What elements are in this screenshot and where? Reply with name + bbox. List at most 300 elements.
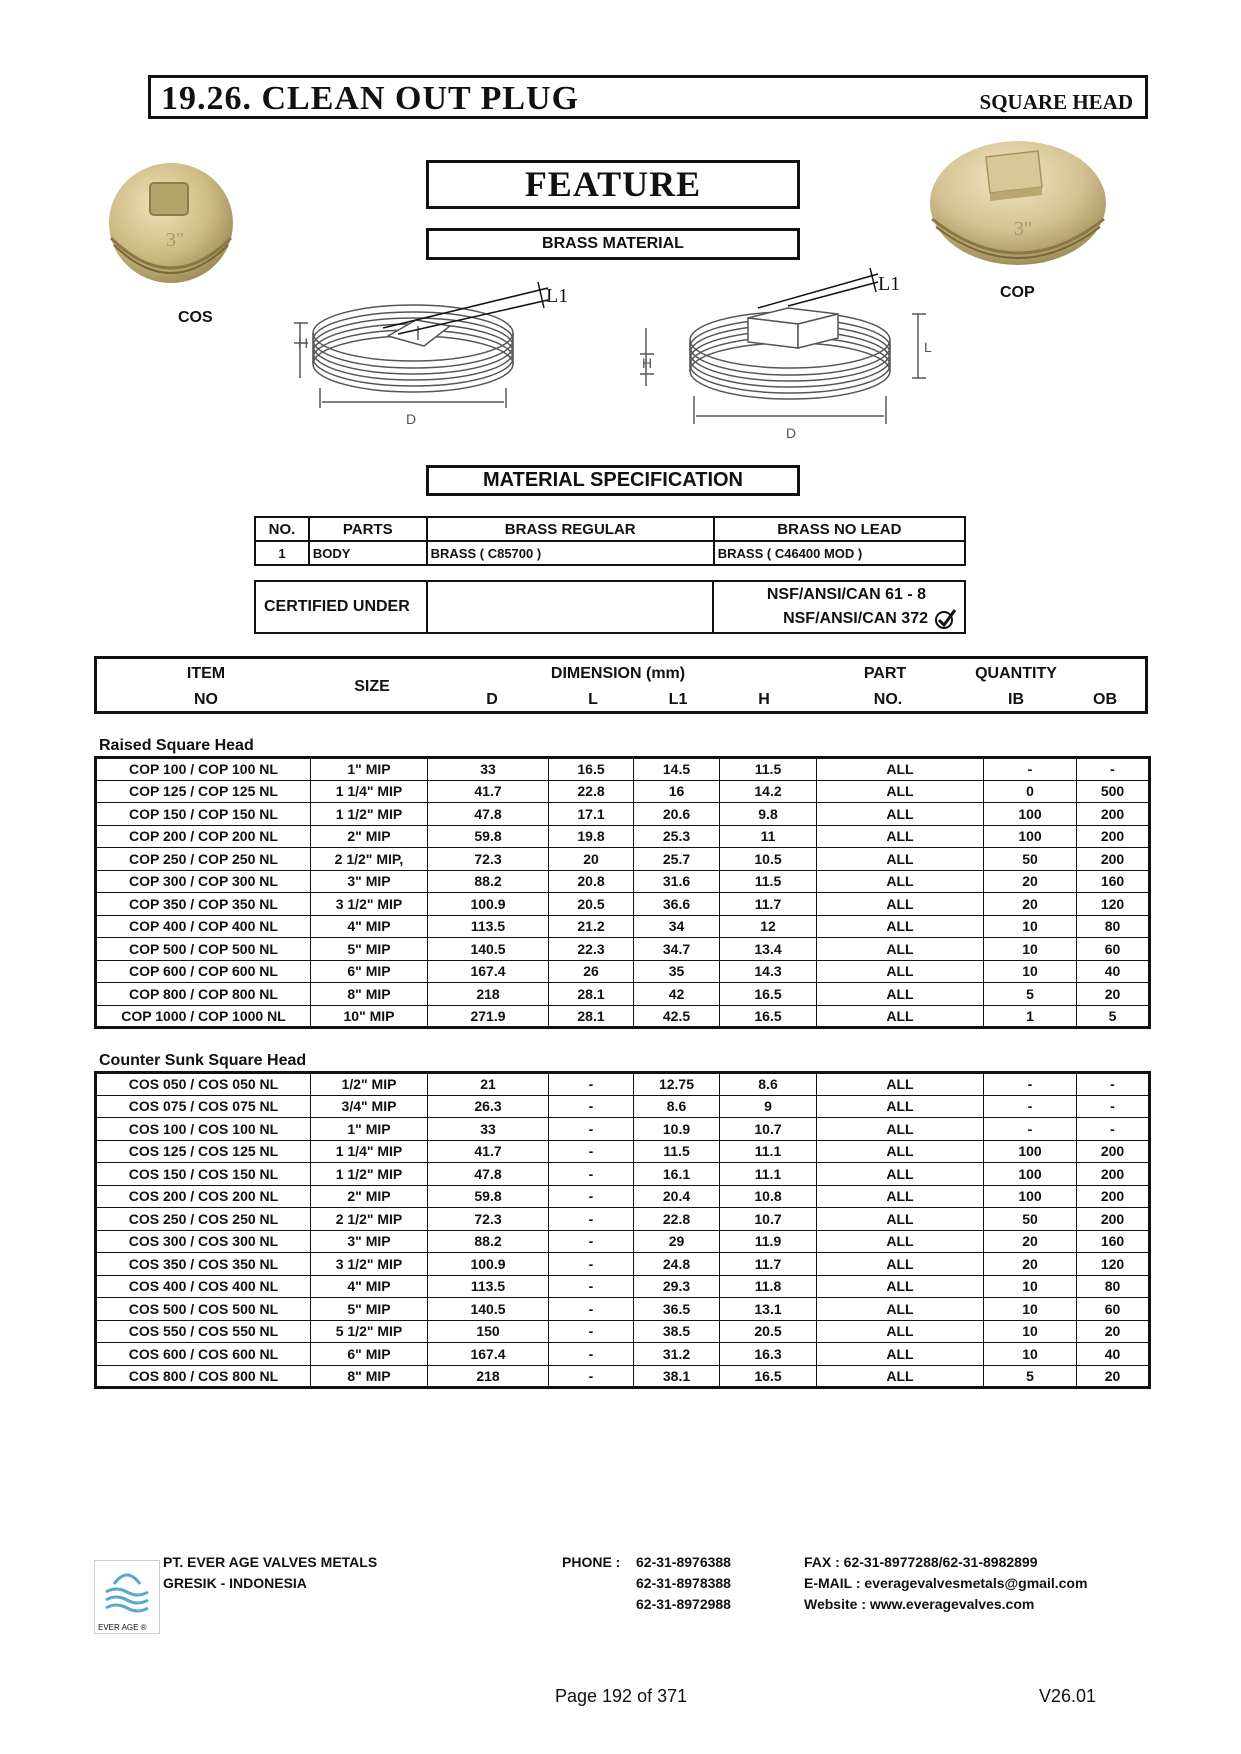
email-link[interactable]: E-MAIL : everagevalvesmetals@gmail.com <box>804 1575 1088 1591</box>
cell-dim-l1: 34 <box>634 915 720 938</box>
cell-dim-h: 11.1 <box>720 1140 817 1163</box>
cell-dim-d: 47.8 <box>428 803 549 826</box>
cell-dim-l: - <box>549 1253 634 1276</box>
cell-qty-ob: 60 <box>1077 938 1150 961</box>
table-row <box>96 758 1150 781</box>
cell-dim-l: 19.8 <box>549 825 634 848</box>
cell-qty-ib: 100 <box>984 1185 1077 1208</box>
cell-size: 4" MIP <box>311 915 428 938</box>
cell-qty-ib: 50 <box>984 1208 1077 1231</box>
table-row <box>96 1298 1150 1321</box>
cell-dim-l: - <box>549 1275 634 1298</box>
cell-dim-l1: 35 <box>634 960 720 983</box>
cell-dim-l1: 24.8 <box>634 1253 720 1276</box>
header-h: H <box>758 691 770 708</box>
cell-part-no: ALL <box>817 1320 984 1343</box>
cell-item-no: COP 125 / COP 125 NL <box>96 780 311 803</box>
cell-part-no: ALL <box>817 938 984 961</box>
cell-dim-h: 11.7 <box>720 893 817 916</box>
cell-dim-d: 167.4 <box>428 1343 549 1366</box>
cell-dim-l: - <box>549 1343 634 1366</box>
cell-part-no: ALL <box>817 848 984 871</box>
material-spec-title: MATERIAL SPECIFICATION <box>426 465 800 496</box>
header-item: ITEM <box>186 665 226 682</box>
cell-dim-l1: 38.1 <box>634 1365 720 1388</box>
cell-dim-l: - <box>549 1208 634 1231</box>
cell-size: 3" MIP <box>311 870 428 893</box>
phone-1: 62-31-8976388 <box>636 1554 731 1570</box>
cell-dim-l: 26 <box>549 960 634 983</box>
cell-qty-ib: 5 <box>984 983 1077 1006</box>
cell-dim-h: 16.3 <box>720 1343 817 1366</box>
cell-qty-ob: 200 <box>1077 803 1150 826</box>
cell-item-no: COS 125 / COS 125 NL <box>96 1140 311 1163</box>
cell-size: 8" MIP <box>311 1365 428 1388</box>
cell-part-no: ALL <box>817 1073 984 1096</box>
cell-part-no: ALL <box>817 803 984 826</box>
cell-size: 1" MIP <box>311 1118 428 1141</box>
cell-dim-l: 22.8 <box>549 780 634 803</box>
cell-dim-l1: 29 <box>634 1230 720 1253</box>
cell-part-no: ALL <box>817 1253 984 1276</box>
header-l: L <box>588 691 598 708</box>
cell-dim-d: 26.3 <box>428 1095 549 1118</box>
table-row <box>96 825 1150 848</box>
table-row <box>96 1230 1150 1253</box>
cell-size: 2" MIP <box>311 825 428 848</box>
cell-item-no: COS 200 / COS 200 NL <box>96 1185 311 1208</box>
cell-size: 2" MIP <box>311 1185 428 1208</box>
mat-row-brass-regular: BRASS ( C85700 ) <box>427 541 714 565</box>
cell-dim-l1: 29.3 <box>634 1275 720 1298</box>
cell-size: 3 1/2" MIP <box>311 1253 428 1276</box>
table-row <box>96 983 1150 1006</box>
cell-dim-l: - <box>549 1185 634 1208</box>
cell-dim-l: - <box>549 1230 634 1253</box>
phone-2: 62-31-8978388 <box>636 1575 731 1591</box>
header-dimension: DIMENSION (mm) <box>550 665 686 682</box>
cell-dim-l: 28.1 <box>549 1005 634 1028</box>
cell-dim-d: 47.8 <box>428 1163 549 1186</box>
cell-qty-ob: 20 <box>1077 1365 1150 1388</box>
mat-header-no: NO. <box>255 517 309 541</box>
cell-dim-l1: 20.4 <box>634 1185 720 1208</box>
cell-dim-h: 16.5 <box>720 983 817 1006</box>
cell-qty-ib: 20 <box>984 1230 1077 1253</box>
counter-sunk-table <box>94 1071 1151 1389</box>
cell-qty-ob: 20 <box>1077 983 1150 1006</box>
logo-text: EVER AGE ® <box>98 1623 147 1632</box>
sunk-section-label: Counter Sunk Square Head <box>99 1052 307 1069</box>
cell-dim-d: 218 <box>428 1365 549 1388</box>
cop-dim-d-label: D <box>786 425 797 441</box>
cell-dim-l1: 42.5 <box>634 1005 720 1028</box>
cell-dim-l1: 14.5 <box>634 758 720 781</box>
cell-dim-h: 10.8 <box>720 1185 817 1208</box>
cell-item-no: COS 300 / COS 300 NL <box>96 1230 311 1253</box>
cell-qty-ib: 10 <box>984 960 1077 983</box>
raised-square-head-table <box>94 756 1151 1029</box>
cell-size: 5" MIP <box>311 938 428 961</box>
cell-qty-ob: 60 <box>1077 1298 1150 1321</box>
cos-plug-photo <box>106 143 236 293</box>
cell-item-no: COS 800 / COS 800 NL <box>96 1365 311 1388</box>
cell-dim-l1: 10.9 <box>634 1118 720 1141</box>
cell-item-no: COP 800 / COP 800 NL <box>96 983 311 1006</box>
cell-size: 3" MIP <box>311 1230 428 1253</box>
cell-qty-ob: - <box>1077 758 1150 781</box>
cell-qty-ob: 200 <box>1077 1185 1150 1208</box>
table-row <box>96 1095 1150 1118</box>
cos-dimension-drawing <box>288 278 628 448</box>
cell-dim-d: 100.9 <box>428 893 549 916</box>
cell-dim-l: - <box>549 1073 634 1096</box>
cell-qty-ib: - <box>984 758 1077 781</box>
cell-part-no: ALL <box>817 1230 984 1253</box>
title-box <box>148 75 1148 119</box>
cell-qty-ib: 10 <box>984 915 1077 938</box>
cell-dim-h: 13.1 <box>720 1298 817 1321</box>
cell-part-no: ALL <box>817 870 984 893</box>
cell-dim-l: 17.1 <box>549 803 634 826</box>
page-subtitle: SQUARE HEAD <box>979 90 1133 114</box>
cell-part-no: ALL <box>817 1095 984 1118</box>
cell-dim-h: 11 <box>720 825 817 848</box>
mat-row-brass-no-lead: BRASS ( C46400 MOD ) <box>714 541 965 565</box>
cell-dim-l: 22.3 <box>549 938 634 961</box>
cell-dim-d: 271.9 <box>428 1005 549 1028</box>
cell-dim-d: 88.2 <box>428 1230 549 1253</box>
dim-h-label: H <box>298 335 309 351</box>
table-row <box>96 938 1150 961</box>
cell-qty-ib: 10 <box>984 1275 1077 1298</box>
raised-section-label: Raised Square Head <box>99 737 254 754</box>
company-info <box>163 1552 377 1594</box>
cell-qty-ob: 120 <box>1077 893 1150 916</box>
material-header-row <box>255 517 965 541</box>
version: V26.01 <box>1039 1686 1097 1706</box>
cell-dim-d: 41.7 <box>428 780 549 803</box>
cell-qty-ib: 0 <box>984 780 1077 803</box>
cell-size: 6" MIP <box>311 960 428 983</box>
table-row <box>96 870 1150 893</box>
cell-dim-l1: 34.7 <box>634 938 720 961</box>
cell-dim-l: - <box>549 1298 634 1321</box>
table-row <box>96 1140 1150 1163</box>
cell-item-no: COS 600 / COS 600 NL <box>96 1343 311 1366</box>
company-location: GRESIK - INDONESIA <box>163 1575 307 1591</box>
cell-dim-h: 10.5 <box>720 848 817 871</box>
dim-d-label: D <box>406 411 417 427</box>
cell-qty-ib: - <box>984 1095 1077 1118</box>
cell-part-no: ALL <box>817 1005 984 1028</box>
cell-part-no: ALL <box>817 1208 984 1231</box>
cell-size: 3/4" MIP <box>311 1095 428 1118</box>
cell-dim-l: - <box>549 1365 634 1388</box>
cell-item-no: COS 350 / COS 350 NL <box>96 1253 311 1276</box>
cell-qty-ob: 80 <box>1077 915 1150 938</box>
mat-header-parts: PARTS <box>309 517 427 541</box>
svg-text:3": 3" <box>1014 218 1033 240</box>
cell-dim-h: 14.2 <box>720 780 817 803</box>
cell-dim-l: - <box>549 1095 634 1118</box>
cell-size: 4" MIP <box>311 1275 428 1298</box>
cell-dim-d: 41.7 <box>428 1140 549 1163</box>
cell-qty-ib: 20 <box>984 870 1077 893</box>
cell-dim-d: 33 <box>428 1118 549 1141</box>
cell-item-no: COS 100 / COS 100 NL <box>96 1118 311 1141</box>
cell-item-no: COP 400 / COP 400 NL <box>96 915 311 938</box>
cell-dim-h: 11.9 <box>720 1230 817 1253</box>
cell-dim-l1: 22.8 <box>634 1208 720 1231</box>
cell-dim-d: 21 <box>428 1073 549 1096</box>
cell-dim-h: 8.6 <box>720 1073 817 1096</box>
table-row <box>96 1320 1150 1343</box>
cell-dim-l: 28.1 <box>549 983 634 1006</box>
cell-item-no: COP 500 / COP 500 NL <box>96 938 311 961</box>
svg-text:3": 3" <box>166 229 185 251</box>
header-l1: L1 <box>668 691 688 708</box>
material-spec-table <box>254 516 966 566</box>
cell-part-no: ALL <box>817 825 984 848</box>
cell-qty-ob: - <box>1077 1073 1150 1096</box>
cell-part-no: ALL <box>817 893 984 916</box>
header-size: SIZE <box>354 678 390 695</box>
cell-qty-ob: 80 <box>1077 1275 1150 1298</box>
cell-size: 5 1/2" MIP <box>311 1320 428 1343</box>
cell-qty-ib: - <box>984 1073 1077 1096</box>
phone-3: 62-31-8972988 <box>636 1596 731 1612</box>
cell-part-no: ALL <box>817 915 984 938</box>
cell-dim-l1: 25.7 <box>634 848 720 871</box>
cell-qty-ib: 100 <box>984 825 1077 848</box>
cell-dim-l1: 38.5 <box>634 1320 720 1343</box>
cell-dim-h: 10.7 <box>720 1208 817 1231</box>
cell-qty-ob: 200 <box>1077 1140 1150 1163</box>
table-row <box>96 1365 1150 1388</box>
cell-dim-d: 59.8 <box>428 1185 549 1208</box>
cell-dim-d: 140.5 <box>428 938 549 961</box>
table-row <box>96 1185 1150 1208</box>
mat-header-brass-no-lead: BRASS NO LEAD <box>714 517 965 541</box>
fax: FAX : 62-31-8977288/62-31-8982899 <box>804 1554 1038 1570</box>
cell-dim-h: 14.3 <box>720 960 817 983</box>
cell-dim-h: 11.7 <box>720 1253 817 1276</box>
cell-qty-ib: 20 <box>984 1253 1077 1276</box>
cell-dim-l: - <box>549 1118 634 1141</box>
table-row <box>96 1275 1150 1298</box>
cell-qty-ob: 200 <box>1077 1163 1150 1186</box>
cell-dim-l1: 12.75 <box>634 1073 720 1096</box>
cell-qty-ib: 100 <box>984 1163 1077 1186</box>
cell-part-no: ALL <box>817 780 984 803</box>
cell-qty-ib: 50 <box>984 848 1077 871</box>
cell-dim-l1: 25.3 <box>634 825 720 848</box>
feature-title: FEATURE <box>426 160 800 209</box>
table-row <box>96 893 1150 916</box>
cell-size: 10" MIP <box>311 1005 428 1028</box>
cell-item-no: COS 150 / COS 150 NL <box>96 1163 311 1186</box>
cell-dim-d: 88.2 <box>428 870 549 893</box>
cell-dim-l1: 36.6 <box>634 893 720 916</box>
table-row <box>96 1208 1150 1231</box>
cell-item-no: COP 150 / COP 150 NL <box>96 803 311 826</box>
cell-dim-h: 16.5 <box>720 1365 817 1388</box>
cert-line-1: NSF/ANSI/CAN 61 - 8 <box>766 586 926 603</box>
cell-qty-ib: 10 <box>984 938 1077 961</box>
cell-dim-h: 13.4 <box>720 938 817 961</box>
cell-dim-l1: 36.5 <box>634 1298 720 1321</box>
cell-part-no: ALL <box>817 1275 984 1298</box>
company-name: PT. EVER AGE VALVES METALS <box>163 1554 378 1570</box>
cell-dim-d: 150 <box>428 1320 549 1343</box>
cell-qty-ob: 120 <box>1077 1253 1150 1276</box>
cell-dim-d: 59.8 <box>428 825 549 848</box>
cell-item-no: COP 200 / COP 200 NL <box>96 825 311 848</box>
cell-qty-ib: 100 <box>984 803 1077 826</box>
cell-part-no: ALL <box>817 1118 984 1141</box>
cos-label: COS <box>178 309 213 326</box>
cell-qty-ob: - <box>1077 1118 1150 1141</box>
cell-qty-ib: 10 <box>984 1298 1077 1321</box>
website-link[interactable]: Website : www.everagevalves.com <box>804 1596 1035 1612</box>
cop-dim-h-label: H <box>642 355 653 371</box>
cell-dim-d: 218 <box>428 983 549 1006</box>
cell-item-no: COS 550 / COS 550 NL <box>96 1320 311 1343</box>
cell-dim-d: 140.5 <box>428 1298 549 1321</box>
table-row <box>96 848 1150 871</box>
cert-line-2: NSF/ANSI/CAN 372 <box>783 610 928 627</box>
cell-dim-d: 113.5 <box>428 1275 549 1298</box>
cop-label: COP <box>1000 284 1035 301</box>
cell-dim-l1: 31.2 <box>634 1343 720 1366</box>
certification-table <box>254 580 966 634</box>
cell-dim-l: - <box>549 1163 634 1186</box>
cell-dim-l: 20 <box>549 848 634 871</box>
header-ib: IB <box>1008 691 1024 708</box>
cell-part-no: ALL <box>817 758 984 781</box>
cell-part-no: ALL <box>817 1343 984 1366</box>
page-title: 19.26. CLEAN OUT PLUG <box>161 80 580 117</box>
cell-size: 3 1/2" MIP <box>311 893 428 916</box>
header-d: D <box>486 691 498 708</box>
cell-dim-h: 11.5 <box>720 870 817 893</box>
phone-label: PHONE : <box>562 1554 621 1570</box>
checkmark-icon <box>934 608 956 630</box>
cell-dim-l1: 42 <box>634 983 720 1006</box>
cell-qty-ob: 5 <box>1077 1005 1150 1028</box>
cell-qty-ib: 10 <box>984 1343 1077 1366</box>
table-row <box>96 1118 1150 1141</box>
cell-dim-l: - <box>549 1320 634 1343</box>
cell-qty-ob: 40 <box>1077 960 1150 983</box>
table-row <box>96 780 1150 803</box>
material-row <box>255 541 965 565</box>
cell-size: 6" MIP <box>311 1343 428 1366</box>
table-row <box>96 803 1150 826</box>
cell-size: 1 1/4" MIP <box>311 780 428 803</box>
cell-qty-ob: 500 <box>1077 780 1150 803</box>
cell-dim-h: 11.8 <box>720 1275 817 1298</box>
cell-part-no: ALL <box>817 1185 984 1208</box>
cell-dim-d: 100.9 <box>428 1253 549 1276</box>
cell-item-no: COS 250 / COS 250 NL <box>96 1208 311 1231</box>
cell-dim-d: 72.3 <box>428 1208 549 1231</box>
dim-l1-label: L1 <box>546 285 569 307</box>
cell-size: 1 1/4" MIP <box>311 1140 428 1163</box>
cell-part-no: ALL <box>817 960 984 983</box>
dimension-table-header <box>94 656 1148 714</box>
cell-qty-ib: 10 <box>984 1320 1077 1343</box>
cert-empty-cell <box>427 581 714 633</box>
cell-item-no: COS 400 / COS 400 NL <box>96 1275 311 1298</box>
cell-item-no: COP 250 / COP 250 NL <box>96 848 311 871</box>
cell-dim-l1: 16.1 <box>634 1163 720 1186</box>
cell-part-no: ALL <box>817 983 984 1006</box>
cell-item-no: COP 300 / COP 300 NL <box>96 870 311 893</box>
cell-part-no: ALL <box>817 1140 984 1163</box>
cell-qty-ob: 160 <box>1077 870 1150 893</box>
header-no: NO <box>194 691 218 708</box>
cell-item-no: COP 350 / COP 350 NL <box>96 893 311 916</box>
table-row <box>96 1343 1150 1366</box>
cell-qty-ob: 20 <box>1077 1320 1150 1343</box>
cell-qty-ob: 200 <box>1077 1208 1150 1231</box>
cert-standards <box>713 581 965 633</box>
brass-material-label: BRASS MATERIAL <box>426 228 800 260</box>
header-quantity: QUANTITY <box>975 665 1057 682</box>
cell-dim-h: 9.8 <box>720 803 817 826</box>
cell-dim-l1: 31.6 <box>634 870 720 893</box>
cell-dim-h: 11.5 <box>720 758 817 781</box>
cell-qty-ob: 200 <box>1077 825 1150 848</box>
cell-qty-ib: 5 <box>984 1365 1077 1388</box>
page-number: Page 192 of 371 <box>555 1686 688 1706</box>
cell-dim-h: 16.5 <box>720 1005 817 1028</box>
cell-size: 5" MIP <box>311 1298 428 1321</box>
cell-item-no: COS 050 / COS 050 NL <box>96 1073 311 1096</box>
table-row <box>96 915 1150 938</box>
cop-dimension-drawing <box>628 268 978 458</box>
cell-qty-ob: 200 <box>1077 848 1150 871</box>
cell-item-no: COP 100 / COP 100 NL <box>96 758 311 781</box>
cell-qty-ib: - <box>984 1118 1077 1141</box>
cell-qty-ib: 100 <box>984 1140 1077 1163</box>
certified-under-label: CERTIFIED UNDER <box>255 581 427 633</box>
cell-dim-l1: 8.6 <box>634 1095 720 1118</box>
cell-dim-l: 16.5 <box>549 758 634 781</box>
cell-qty-ob: - <box>1077 1095 1150 1118</box>
cell-dim-l1: 11.5 <box>634 1140 720 1163</box>
cell-qty-ib: 20 <box>984 893 1077 916</box>
phone-numbers <box>636 1552 731 1615</box>
mat-row-part: BODY <box>309 541 427 565</box>
cell-qty-ib: 1 <box>984 1005 1077 1028</box>
cell-dim-h: 9 <box>720 1095 817 1118</box>
cell-dim-l: - <box>549 1140 634 1163</box>
cell-dim-d: 113.5 <box>428 915 549 938</box>
cell-item-no: COS 075 / COS 075 NL <box>96 1095 311 1118</box>
cell-dim-l1: 20.6 <box>634 803 720 826</box>
cell-size: 2 1/2" MIP, <box>311 848 428 871</box>
cell-qty-ob: 160 <box>1077 1230 1150 1253</box>
cell-part-no: ALL <box>817 1365 984 1388</box>
cell-dim-l: 21.2 <box>549 915 634 938</box>
cell-item-no: COS 500 / COS 500 NL <box>96 1298 311 1321</box>
cell-part-no: ALL <box>817 1163 984 1186</box>
cell-qty-ob: 40 <box>1077 1343 1150 1366</box>
table-row <box>96 1253 1150 1276</box>
